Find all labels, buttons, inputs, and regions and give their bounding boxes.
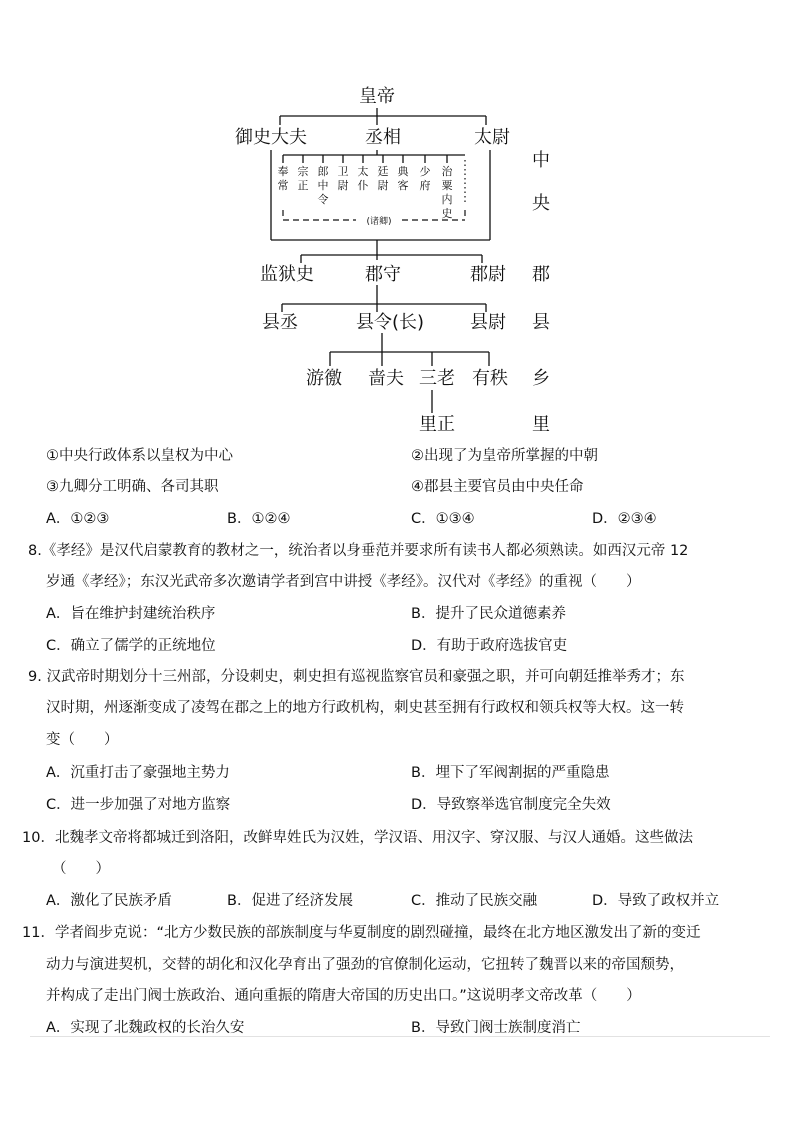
q7-option-a[interactable]: A．①②③ — [46, 511, 110, 527]
node-censor-in-chief: 御史大夫 — [235, 127, 307, 148]
minister-8: 治粟内史 — [441, 165, 453, 220]
q10-stem-line-2: （ ） — [52, 861, 110, 877]
q9-option-b[interactable]: B．埋下了军阀割据的严重隐患 — [411, 765, 610, 781]
q9-option-d[interactable]: D．导致察举选官制度完全失效 — [411, 797, 611, 813]
nine-ministers — [278, 164, 454, 220]
q7-option-d[interactable]: D．②③④ — [592, 511, 657, 527]
minister-1: 宗正 — [297, 165, 309, 192]
han-administration-diagram — [0, 0, 794, 450]
node-county-assistant: 县丞 — [262, 312, 298, 333]
node-youzhi: 有秩 — [472, 368, 508, 389]
q7-option-c[interactable]: C．①③④ — [411, 511, 475, 527]
q8-stem-line-1: 8.《孝经》是汉代启蒙教育的教材之一，统治者以身垂范并要求所有读书人都必须熟读。如西汉元帝 12 — [28, 543, 689, 559]
q11-stem-line-2: 动力与演进契机，交替的胡化和汉化孕育出了强劲的官僚制化运动，它扭转了魏晋以来的帝国颓势， — [46, 957, 684, 973]
q7-statement-2: ②出现了为皇帝所掌握的中朝 — [411, 448, 598, 464]
q10-option-a[interactable]: A．激化了民族矛盾 — [46, 893, 172, 909]
level-central-2: 央 — [532, 193, 550, 214]
minister-2: 郎中令 — [317, 165, 329, 206]
q11-option-b[interactable]: B．导致门阀士族制度消亡 — [411, 1020, 581, 1036]
q10-option-c[interactable]: C．推动了民族交融 — [411, 893, 538, 909]
node-county-commandant: 县尉 — [470, 312, 506, 333]
q9-stem-line-2: 汉时期，州逐渐变成了凌驾在郡之上的地方行政机构，刺史甚至拥有行政权和领兵权等大权。这一转 — [46, 700, 684, 716]
q11-stem-line-1: 11．学者阎步克说：“北方少数民族的部族制度与华夏制度的剧烈碰撞，最终在北方地区激发出了新的变迁 — [22, 925, 701, 941]
q8-option-a[interactable]: A．旨在维护封建统治秩序 — [46, 606, 216, 622]
minister-3: 卫尉 — [337, 165, 349, 192]
q8-option-b[interactable]: B．提升了民众道德素养 — [411, 606, 566, 622]
minister-7: 少府 — [419, 165, 431, 192]
level-township: 乡 — [532, 368, 550, 389]
q7-option-b[interactable]: B．①②④ — [227, 511, 291, 527]
q8-option-c[interactable]: C．确立了儒学的正统地位 — [46, 638, 216, 654]
node-sanlao: 三老 — [419, 368, 455, 389]
q10-stem-line-1: 10．北魏孝文帝将都城迁到洛阳，改鲜卑姓氏为汉姓，学汉语、用汉字、穿汉服、与汉人通婚。这些做法 — [22, 830, 693, 846]
node-prison-official: 监狱史 — [260, 264, 314, 285]
level-county: 县 — [532, 312, 550, 333]
level-village: 里 — [532, 414, 550, 435]
node-village-head: 里正 — [419, 414, 455, 435]
minister-4: 太仆 — [357, 165, 369, 192]
minister-5: 廷尉 — [377, 165, 389, 192]
q8-option-d[interactable]: D．有助于政府选拔官吏 — [411, 638, 568, 654]
q7-statement-4: ④郡县主要官员由中央任命 — [411, 479, 584, 495]
q10-option-d[interactable]: D．导致了政权并立 — [592, 893, 720, 909]
q11-option-a[interactable]: A．实现了北魏政权的长治久安 — [46, 1020, 245, 1036]
ministers-group-label: (诸卿) — [366, 217, 392, 227]
node-county-magistrate: 县令(长) — [355, 312, 425, 333]
q10-option-b[interactable]: B．促进了经济发展 — [227, 893, 353, 909]
minister-6: 典客 — [397, 165, 409, 192]
q9-stem-line-1: 9. 汉武帝时期划分十三州部，分设刺史，刺史担有巡视监察官员和豪强之职，并可向朝廷推举秀才；东 — [28, 669, 685, 685]
node-sefu: 啬夫 — [368, 368, 404, 389]
q9-stem-line-3: 变（ ） — [46, 732, 119, 748]
q9-option-a[interactable]: A．沉重打击了豪强地主势力 — [46, 765, 230, 781]
node-chancellor: 丞相 — [365, 127, 401, 148]
q7-statement-3: ③九卿分工明确、各司其职 — [46, 479, 219, 495]
page-cut-line — [30, 1036, 770, 1037]
q9-option-c[interactable]: C．进一步加强了对地方监察 — [46, 797, 231, 813]
node-commandery-governor: 郡守 — [365, 264, 401, 285]
node-emperor: 皇帝 — [359, 86, 395, 107]
q7-statement-1: ①中央行政体系以皇权为中心 — [46, 448, 233, 464]
q8-stem-line-2: 岁通《孝经》；东汉光武帝多次邀请学者到宫中讲授《孝经》。汉代对《孝经》的重视（ ） — [46, 574, 641, 590]
node-grand-commandant: 太尉 — [474, 127, 510, 148]
minister-0: 奉常 — [277, 165, 289, 192]
node-commandery-commandant: 郡尉 — [470, 264, 506, 285]
level-commandery: 郡 — [532, 264, 550, 285]
node-youjiao: 游徼 — [306, 368, 342, 389]
q11-stem-line-3: 并构成了走出门阀士族政治、通向重振的隋唐大帝国的历史出口。”这说明孝文帝改革（ ） — [46, 988, 641, 1004]
level-central-1: 中 — [532, 150, 550, 171]
